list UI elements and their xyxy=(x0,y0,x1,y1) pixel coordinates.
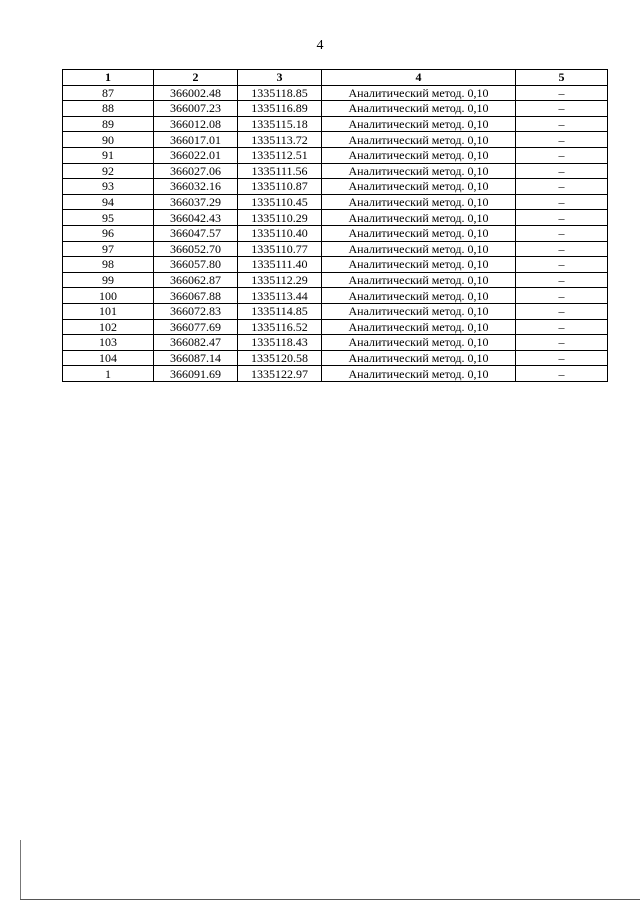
x-coordinate-cell: 366027.06 xyxy=(154,163,238,179)
y-coordinate-cell: 1335110.29 xyxy=(238,210,322,226)
scan-edge-left xyxy=(20,840,21,900)
table-row xyxy=(63,147,608,163)
x-coordinate-cell: 366042.43 xyxy=(154,210,238,226)
y-coordinate-cell: 1335122.97 xyxy=(238,366,322,382)
y-coordinate-cell: 1335111.40 xyxy=(238,257,322,273)
y-coordinate-cell: 1335110.45 xyxy=(238,194,322,210)
table-row xyxy=(63,132,608,148)
scan-edge-bottom xyxy=(20,899,640,900)
x-coordinate-cell: 366077.69 xyxy=(154,319,238,335)
y-coordinate-cell: 1335115.18 xyxy=(238,116,322,132)
y-coordinate-cell: 1335120.58 xyxy=(238,350,322,366)
point-number-cell: 101 xyxy=(63,303,154,319)
note-cell: – xyxy=(516,163,608,179)
table-header-row xyxy=(63,70,608,86)
method-accuracy-cell: Аналитический метод. 0,10 xyxy=(322,319,516,335)
method-accuracy-cell: Аналитический метод. 0,10 xyxy=(322,132,516,148)
point-number-cell: 88 xyxy=(63,101,154,117)
note-cell: – xyxy=(516,225,608,241)
table-row xyxy=(63,179,608,195)
method-accuracy-cell: Аналитический метод. 0,10 xyxy=(322,210,516,226)
x-coordinate-cell: 366032.16 xyxy=(154,179,238,195)
note-cell: – xyxy=(516,210,608,226)
table-row xyxy=(63,225,608,241)
note-cell: – xyxy=(516,288,608,304)
method-accuracy-cell: Аналитический метод. 0,10 xyxy=(322,225,516,241)
x-coordinate-cell: 366062.87 xyxy=(154,272,238,288)
note-cell: – xyxy=(516,179,608,195)
table-row xyxy=(63,101,608,117)
point-number-cell: 96 xyxy=(63,225,154,241)
method-accuracy-cell: Аналитический метод. 0,10 xyxy=(322,101,516,117)
note-cell: – xyxy=(516,85,608,101)
point-number-cell: 91 xyxy=(63,147,154,163)
table-row xyxy=(63,194,608,210)
method-accuracy-cell: Аналитический метод. 0,10 xyxy=(322,163,516,179)
table-row xyxy=(63,366,608,382)
table-row xyxy=(63,210,608,226)
note-cell: – xyxy=(516,116,608,132)
point-number-cell: 92 xyxy=(63,163,154,179)
note-cell: – xyxy=(516,335,608,351)
note-cell: – xyxy=(516,257,608,273)
y-coordinate-cell: 1335118.43 xyxy=(238,335,322,351)
note-cell: – xyxy=(516,194,608,210)
point-number-cell: 90 xyxy=(63,132,154,148)
y-coordinate-cell: 1335110.77 xyxy=(238,241,322,257)
method-accuracy-cell: Аналитический метод. 0,10 xyxy=(322,85,516,101)
x-coordinate-cell: 366007.23 xyxy=(154,101,238,117)
table-row xyxy=(63,116,608,132)
method-accuracy-cell: Аналитический метод. 0,10 xyxy=(322,272,516,288)
point-number-cell: 93 xyxy=(63,179,154,195)
coordinates-table xyxy=(62,69,608,382)
y-coordinate-cell: 1335118.85 xyxy=(238,85,322,101)
point-number-cell: 89 xyxy=(63,116,154,132)
point-number-cell: 94 xyxy=(63,194,154,210)
x-coordinate-cell: 366072.83 xyxy=(154,303,238,319)
table-row xyxy=(63,303,608,319)
note-cell: – xyxy=(516,350,608,366)
table-body xyxy=(63,85,608,381)
table-row xyxy=(63,241,608,257)
table-row xyxy=(63,288,608,304)
method-accuracy-cell: Аналитический метод. 0,10 xyxy=(322,350,516,366)
x-coordinate-cell: 366047.57 xyxy=(154,225,238,241)
x-coordinate-cell: 366087.14 xyxy=(154,350,238,366)
note-cell: – xyxy=(516,241,608,257)
page-number: 4 xyxy=(316,38,324,53)
note-cell: – xyxy=(516,101,608,117)
x-coordinate-cell: 366037.29 xyxy=(154,194,238,210)
table-row xyxy=(63,350,608,366)
column-header: 3 xyxy=(238,70,322,86)
point-number-cell: 102 xyxy=(63,319,154,335)
x-coordinate-cell: 366012.08 xyxy=(154,116,238,132)
point-number-cell: 1 xyxy=(63,366,154,382)
column-header: 2 xyxy=(154,70,238,86)
method-accuracy-cell: Аналитический метод. 0,10 xyxy=(322,179,516,195)
table-row xyxy=(63,272,608,288)
x-coordinate-cell: 366082.47 xyxy=(154,335,238,351)
y-coordinate-cell: 1335116.89 xyxy=(238,101,322,117)
method-accuracy-cell: Аналитический метод. 0,10 xyxy=(322,288,516,304)
method-accuracy-cell: Аналитический метод. 0,10 xyxy=(322,366,516,382)
column-header: 1 xyxy=(63,70,154,86)
y-coordinate-cell: 1335114.85 xyxy=(238,303,322,319)
table-row xyxy=(63,257,608,273)
y-coordinate-cell: 1335116.52 xyxy=(238,319,322,335)
method-accuracy-cell: Аналитический метод. 0,10 xyxy=(322,303,516,319)
y-coordinate-cell: 1335113.72 xyxy=(238,132,322,148)
y-coordinate-cell: 1335110.87 xyxy=(238,179,322,195)
note-cell: – xyxy=(516,319,608,335)
method-accuracy-cell: Аналитический метод. 0,10 xyxy=(322,335,516,351)
note-cell: – xyxy=(516,272,608,288)
method-accuracy-cell: Аналитический метод. 0,10 xyxy=(322,147,516,163)
table-row xyxy=(63,335,608,351)
point-number-cell: 99 xyxy=(63,272,154,288)
method-accuracy-cell: Аналитический метод. 0,10 xyxy=(322,241,516,257)
y-coordinate-cell: 1335111.56 xyxy=(238,163,322,179)
point-number-cell: 103 xyxy=(63,335,154,351)
point-number-cell: 104 xyxy=(63,350,154,366)
x-coordinate-cell: 366057.80 xyxy=(154,257,238,273)
x-coordinate-cell: 366022.01 xyxy=(154,147,238,163)
point-number-cell: 97 xyxy=(63,241,154,257)
x-coordinate-cell: 366017.01 xyxy=(154,132,238,148)
x-coordinate-cell: 366002.48 xyxy=(154,85,238,101)
y-coordinate-cell: 1335110.40 xyxy=(238,225,322,241)
y-coordinate-cell: 1335112.29 xyxy=(238,272,322,288)
table-row xyxy=(63,85,608,101)
x-coordinate-cell: 366052.70 xyxy=(154,241,238,257)
note-cell: – xyxy=(516,366,608,382)
note-cell: – xyxy=(516,147,608,163)
method-accuracy-cell: Аналитический метод. 0,10 xyxy=(322,116,516,132)
x-coordinate-cell: 366091.69 xyxy=(154,366,238,382)
note-cell: – xyxy=(516,303,608,319)
point-number-cell: 100 xyxy=(63,288,154,304)
column-header: 5 xyxy=(516,70,608,86)
point-number-cell: 95 xyxy=(63,210,154,226)
table-row xyxy=(63,319,608,335)
point-number-cell: 87 xyxy=(63,85,154,101)
column-header: 4 xyxy=(322,70,516,86)
y-coordinate-cell: 1335113.44 xyxy=(238,288,322,304)
point-number-cell: 98 xyxy=(63,257,154,273)
method-accuracy-cell: Аналитический метод. 0,10 xyxy=(322,257,516,273)
y-coordinate-cell: 1335112.51 xyxy=(238,147,322,163)
note-cell: – xyxy=(516,132,608,148)
method-accuracy-cell: Аналитический метод. 0,10 xyxy=(322,194,516,210)
table-row xyxy=(63,163,608,179)
x-coordinate-cell: 366067.88 xyxy=(154,288,238,304)
